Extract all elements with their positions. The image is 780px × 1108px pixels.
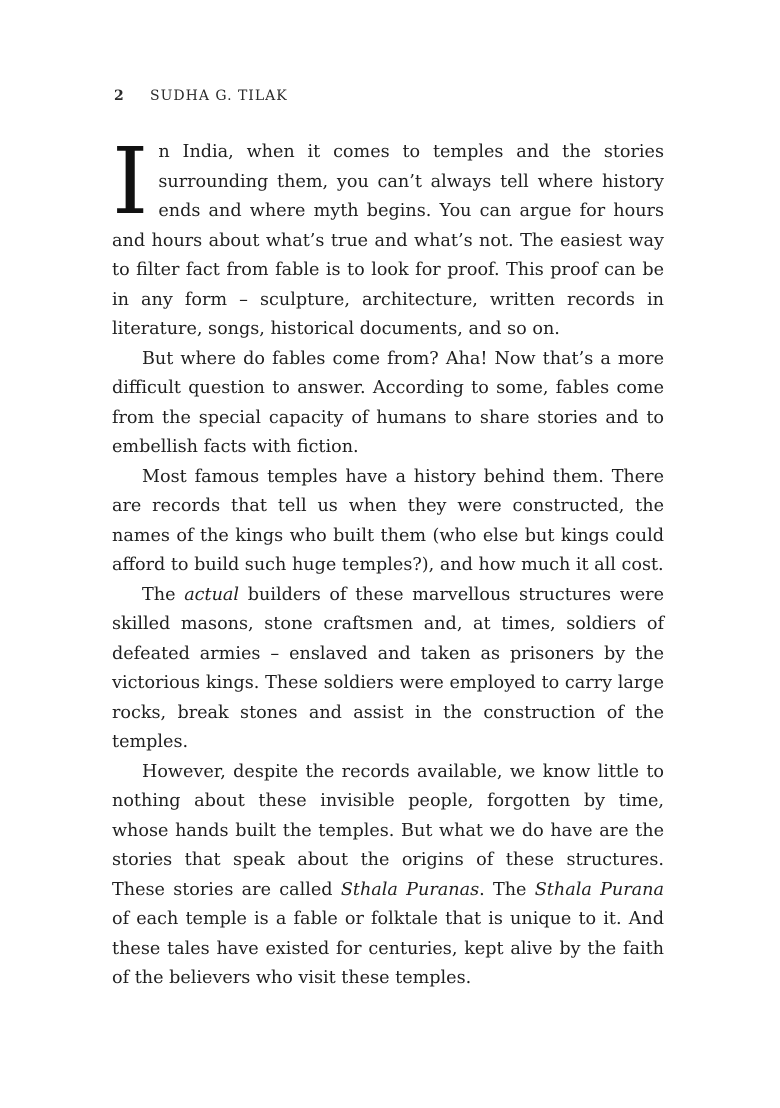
paragraph-4-pre: The	[142, 584, 185, 605]
paragraph-4-post: builders of these marvellous structures were skilled masons, stone craftsmen and, at times, soldiers of defeated armies – enslaved and taken as prisoners by the victorious kings. These soldiers were employed to carry large rocks, break stones and assist in the construction of the temples.	[112, 584, 664, 752]
paragraph-2-text: But where do fables come from? Aha! Now that’s a more difficult question to answer. According to some, fables come from the special capacity of humans to share stories and to embellish facts with fiction.	[112, 348, 664, 457]
paragraph-4	[112, 581, 664, 758]
running-head	[114, 88, 288, 104]
running-head-author: SUDHA G. TILAK	[150, 88, 288, 104]
paragraph-5-text-3: of each temple is a fable or folktale that is unique to it. And these tales have existed for centuries, kept alive by the faith of the believers who visit these temples.	[112, 909, 664, 988]
body-text	[112, 128, 664, 994]
paragraph-3	[112, 463, 664, 581]
paragraph-3-text: Most famous temples have a history behind them. There are records that tell us when they were constructed, the names of the kings who built them (who else but kings could afford to build such huge temples?), and how much it all cost.	[112, 466, 664, 575]
paragraph-1	[112, 128, 664, 345]
paragraph-4-emphasis: actual	[184, 584, 240, 605]
paragraph-5	[112, 758, 664, 994]
paragraph-5-emphasis-2: Sthala Purana	[534, 879, 664, 900]
paragraph-5-text-1: However, despite the records available, we know little to nothing about these invisible people, forgotten by time, whose hands built the temples. But what we do have are the stories that speak about the origins of these structures. These stories are called	[112, 761, 664, 900]
paragraph-2	[112, 345, 664, 463]
paragraph-5-text-2: . The	[479, 879, 535, 900]
page-number: 2	[114, 88, 125, 104]
paragraph-1-text: n India, when it comes to temples and the stories surrounding them, you can’t always tell where history ends and where myth begins. You can argue for hours and hours about what’s true and what’s not. The easiest way to filter fact from fable is to look for proof. This proof can be in any form – sculpture, architecture, written records in literature, songs, historical documents, and so on.	[112, 142, 664, 339]
drop-cap: I	[112, 128, 149, 235]
paragraph-5-emphasis-1: Sthala Puranas	[340, 879, 480, 900]
